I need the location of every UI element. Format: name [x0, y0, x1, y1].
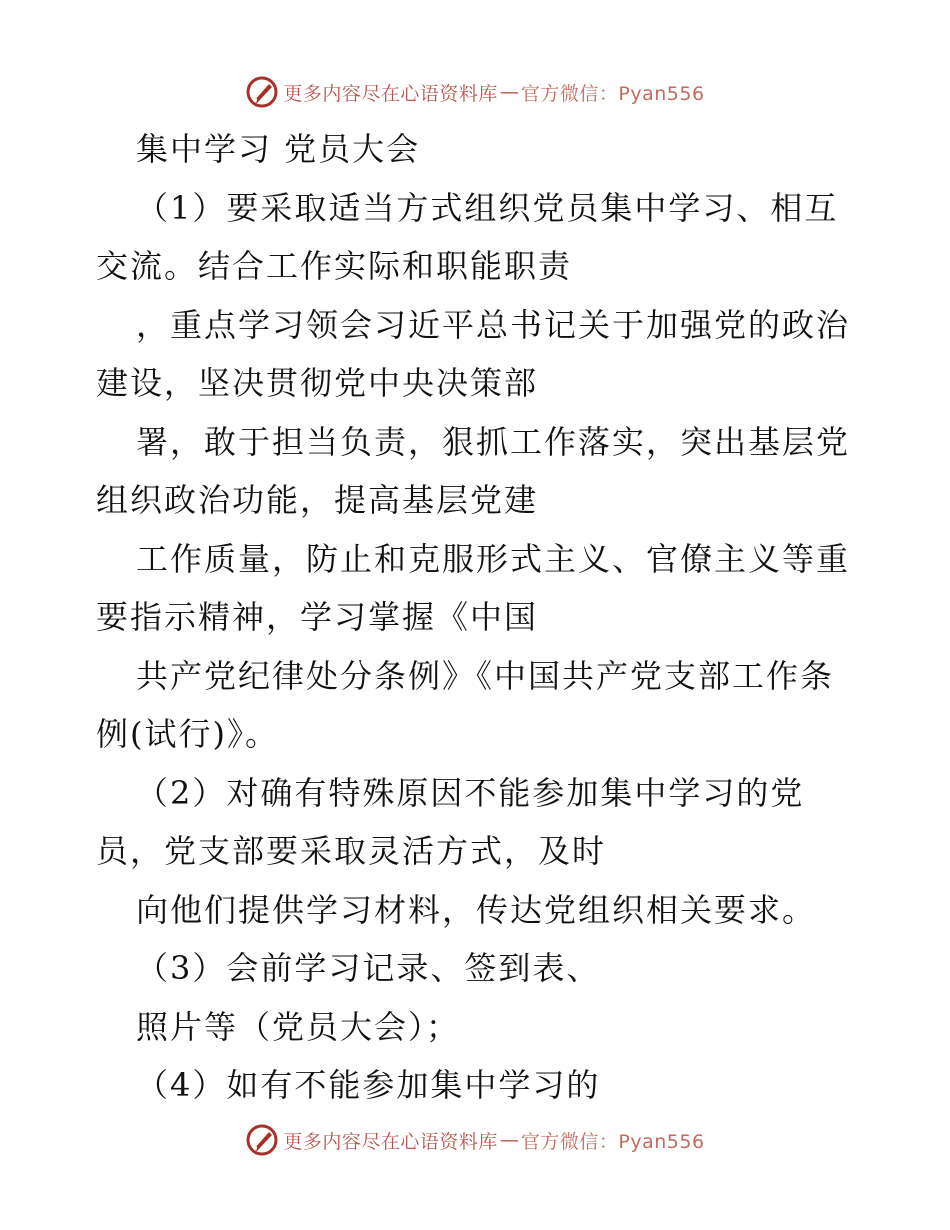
text-line: （1）要采取适当方式组织党员集中学习、相互 — [136, 188, 839, 227]
text-line: （3）会前学习记录、签到表、 — [136, 949, 601, 987]
text-line: 向他们提供学习材料，传达党组织相关要求。 — [136, 890, 817, 929]
document-body — [96, 120, 856, 1115]
quill-logo-icon — [245, 75, 279, 109]
banner-dash: — — [499, 81, 519, 103]
banner-dash: — — [499, 1129, 519, 1151]
text-line: （2）对确有特殊原因不能参加集中学习的党 — [136, 773, 805, 812]
header-banner — [0, 72, 950, 112]
banner-text: 更多内容尽在心语资料库 — [283, 1130, 498, 1153]
quill-logo-icon — [245, 1123, 279, 1157]
text-line: （4）如有不能参加集中学习的 — [136, 1066, 601, 1104]
text-line: 建设，坚决贯彻党中央决策部 — [96, 364, 539, 402]
text-line: 交流。结合工作实际和职能职责 — [96, 247, 573, 285]
text-line: 组织政治功能，提高基层党建 — [96, 481, 539, 519]
footer-banner — [0, 1120, 950, 1160]
text-line: 署，敢于担当负责，狠抓工作落实，突出基层党 — [136, 422, 851, 461]
text-line: 集中学习 党员大会 — [136, 130, 421, 168]
text-line: 要指示精神，学习掌握《中国 — [96, 598, 539, 636]
banner-wechat: 官方微信：Pyan556 — [520, 82, 705, 105]
banner-text: 更多内容尽在心语资料库 — [283, 82, 498, 105]
text-line: 照片等（党员大会）； — [136, 1007, 461, 1046]
text-line: 例(试行)》。 — [96, 715, 279, 753]
text-line: 共产党纪律处分条例》《中国共产党支部工作条 — [136, 656, 835, 695]
text-line: 工作质量，防止和克服形式主义、官僚主义等重 — [136, 539, 851, 578]
banner-wechat: 官方微信：Pyan556 — [520, 1130, 705, 1153]
text-line: 员，党支部要采取灵活方式，及时 — [96, 832, 607, 870]
text-line: ，重点学习领会习近平总书记关于加强党的政治 — [136, 305, 851, 344]
